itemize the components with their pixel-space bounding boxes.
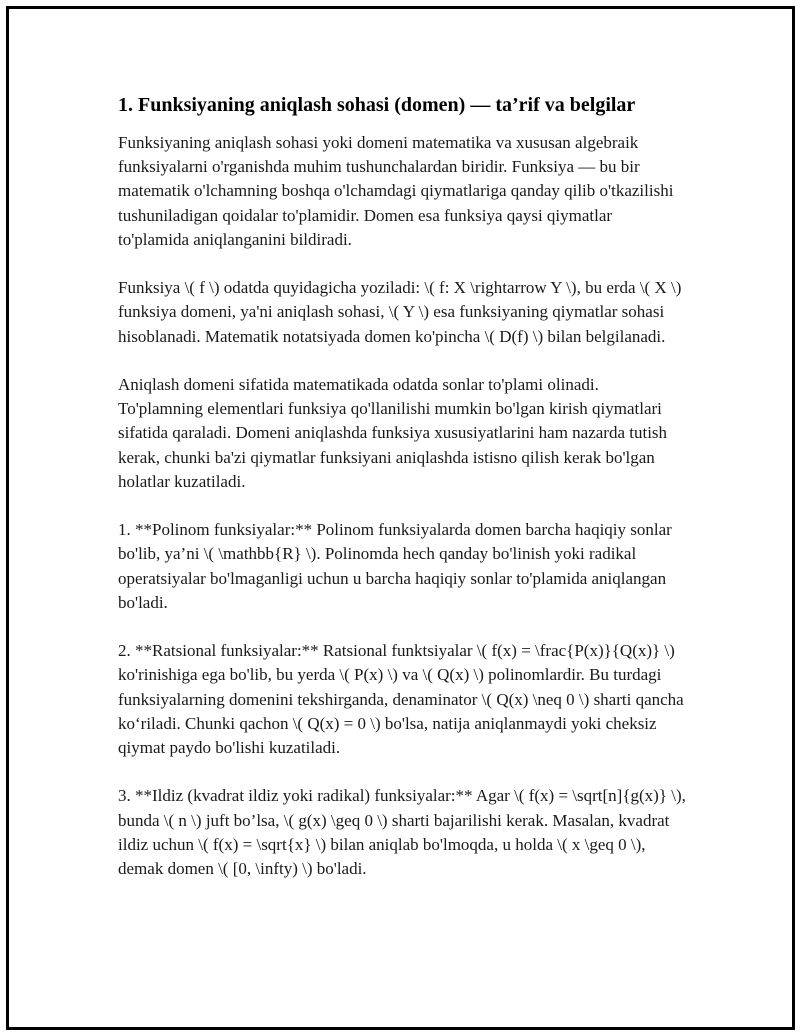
paragraph-notation: Funksiya \( f \) odatda quyidagicha yoziladi: \( f: X \rightarrow Y \), bu erda \( X \) funksiya domeni, ya'ni aniqlash sohasi, \( Y \) esa funksiyaning qiymatlar sohasi hisoblanadi. Matematik notatsiyada domen ko'pincha \( D(f) \) bilan belgilanadi. xyxy=(118,278,682,346)
section-heading: 1. Funksiyaning aniqlash sohasi (domen) — ta’rif va belgilar xyxy=(118,94,636,116)
list-item-radical: 3. **Ildiz (kvadrat ildiz yoki radikal) funksiyalar:** Agar \( f(x) = \sqrt[n]{g(x)} \), bunda \( n \) juft bo’lsa, \( g(x) \geq 0 \) sharti bajarilishi kerak. Masalan, kvadrat ildiz uchun \( f(x) = \sqrt{x} \) bilan aniqlab bo'lmoqda, u holda \( x \geq 0 \), demak domen \( [0, \infty) \) bo'ladi. xyxy=(118,786,686,879)
list-item-polynomial: 1. **Polinom funksiyalar:** Polinom funksiyalarda domen barcha haqiqiy sonlar bo'lib, ya’ni \( \mathbb{R} \). Polinomda hech qanday bo'linish yoki radikal operatsiyalar bo'lmaganligi uchun u barcha haqiqiy sonlar to'plamida aniqlangan bo'ladi. xyxy=(118,520,672,612)
list-item-rational: 2. **Ratsional funksiyalar:** Ratsional funktsiyalar \( f(x) = \frac{P(x)}{Q(x)} \) ko'rinishiga ega bo'lib, bu yerda \( P(x) \) va \( Q(x) \) polinomlardir. Bu turdagi funksiyalarning domenini tekshirganda, denaminator \( Q(x) \neq 0 \) sharti qancha ko‘riladi. Chunki qachon \( Q(x) = 0 \) bo'lsa, natija aniqlanmaydi yoki cheksiz qiymat paydo bo'lishi kuzatiladi. xyxy=(118,641,684,758)
document-body xyxy=(118,90,686,905)
paragraph-intro: Funksiyaning aniqlash sohasi yoki domeni matematika va xususan algebraik funksiyalarni o'rganishda muhim tushunchalardan biridir. Funksiya — bu bir matematik o'lchamning boshqa o'lchamdagi qiymatlariga qanday qilib o'tkazilishi tushuniladigan qoidalar to'plamidir. Domen esa funksiya qaysi qiymatlar to'plamida aniqlanganini bildiradi. xyxy=(118,133,674,249)
paragraph-domain-sets: Aniqlash domeni sifatida matematikada odatda sonlar to'plami olinadi. To'plamning elementlari funksiya qo'llanilishi mumkin bo'lgan kirish qiymatlari sifatida qaraladi. Domeni aniqlashda funksiya xususiyatlarini ham nazarda tutish kerak, chunki ba'zi qiymatlar funksiyani aniqlashda istisno qilish kerak bo'lgan holatlar kuzatiladi. xyxy=(118,375,668,491)
